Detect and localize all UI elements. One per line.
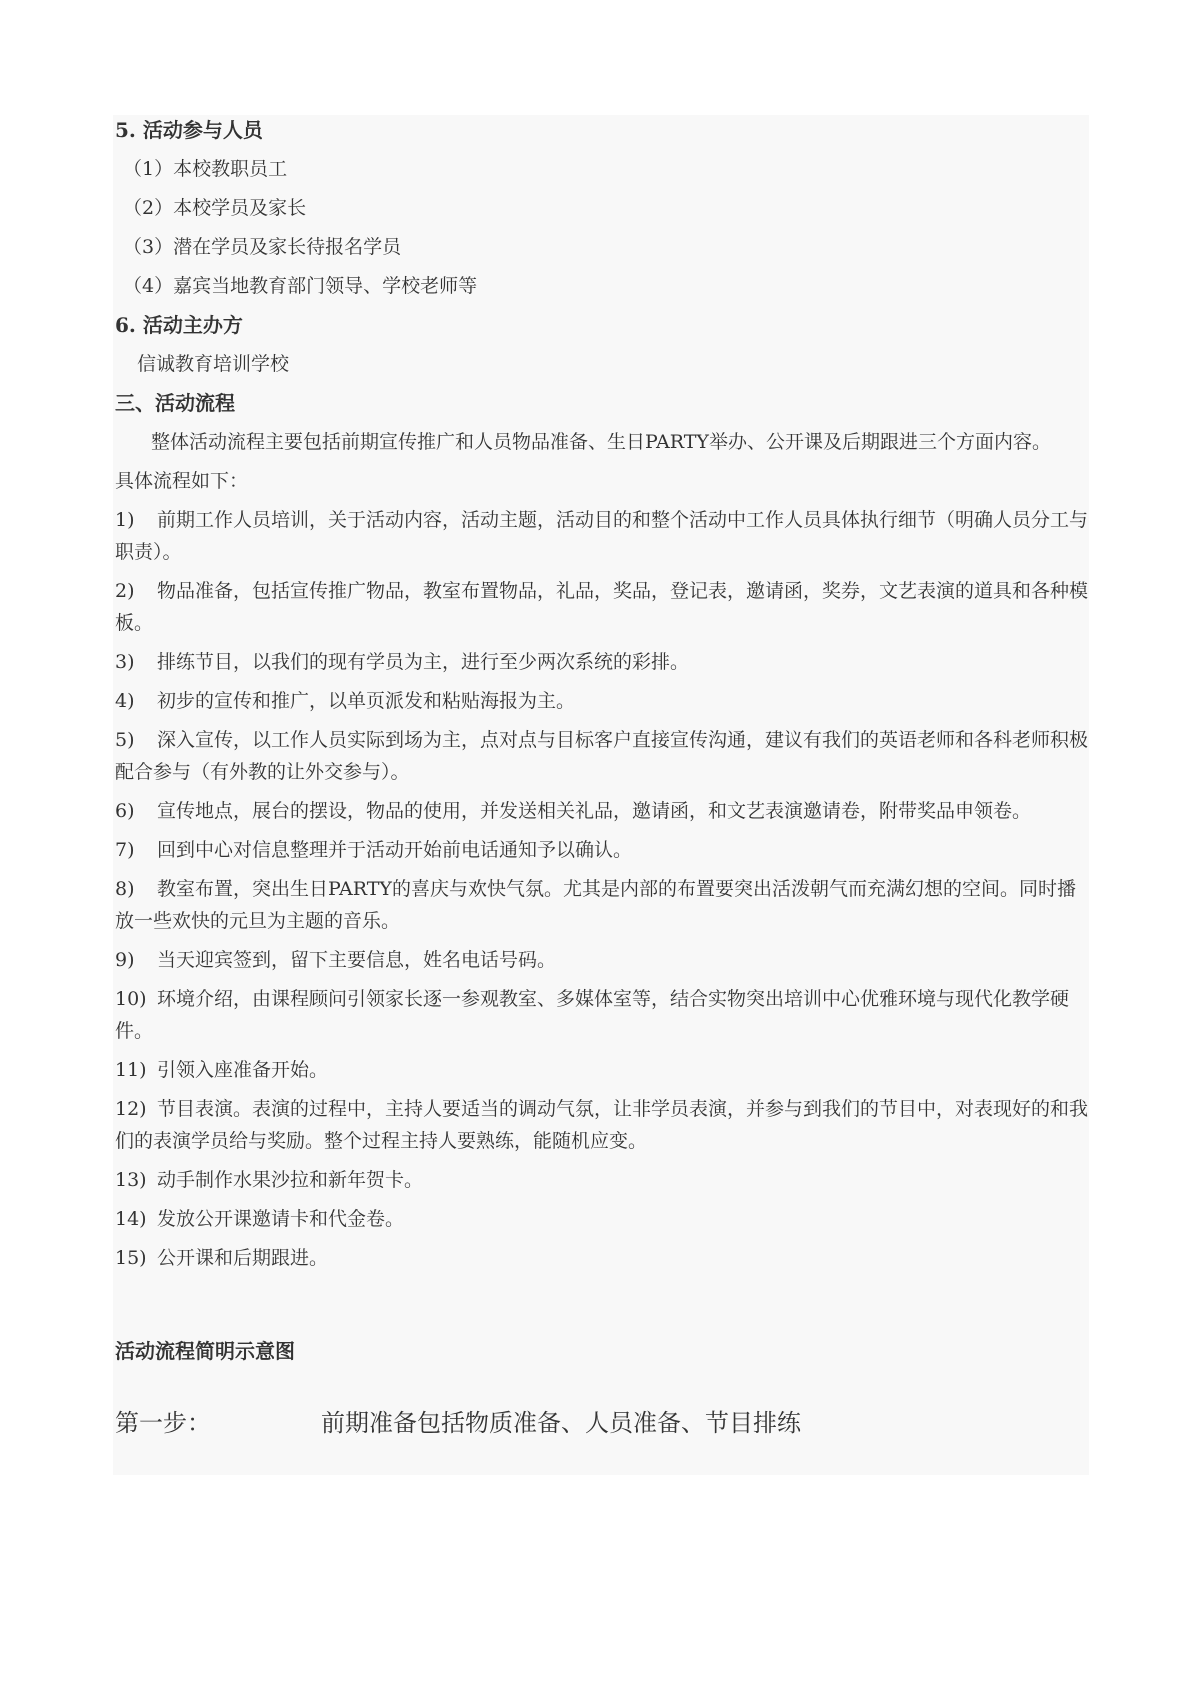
flow-heading: 三、活动流程 (115, 391, 235, 415)
flow-step-number: 14) (115, 1208, 147, 1230)
flow-step-item (115, 944, 1090, 976)
participant-item: （4）嘉宾当地教育部门领导、学校老师等 (123, 275, 478, 297)
participant-item: （1）本校教职员工 (123, 158, 288, 180)
flow-step-item (115, 1164, 1090, 1196)
diagram-step-1 (115, 1403, 1090, 1443)
flow-step-number: 2) (115, 580, 135, 602)
flow-step-item (115, 724, 1090, 788)
flow-step-number: 8) (115, 878, 135, 900)
flow-step-number: 13) (115, 1169, 147, 1191)
diagram-step-label: 第一步： (115, 1409, 211, 1437)
participant-item: （2）本校学员及家长 (123, 197, 307, 219)
flow-step-text: 当天迎宾签到，留下主要信息，姓名电话号码。 (157, 949, 557, 971)
flow-step-text: 教室布置，突出生日PARTY的喜庆与欢快气氛。尤其是内部的布置要突出活泼朝气而充满幻想的空间。同时播放一些欢快的元旦为主题的音乐。 (115, 878, 1076, 932)
diagram-title: 活动流程简明示意图 (115, 1339, 295, 1363)
flow-step-number: 11) (115, 1059, 147, 1081)
flow-step-number: 7) (115, 839, 135, 861)
flow-step-text: 节目表演。表演的过程中，主持人要适当的调动气氛，让非学员表演，并参与到我们的节目中，对表现好的和我们的表演学员给与奖励。整个过程主持人要熟练，能随机应变。 (115, 1098, 1089, 1152)
flow-step-item (115, 1242, 1090, 1274)
document-content (115, 114, 1090, 1443)
flow-step-item (115, 1203, 1090, 1235)
flow-step-item (115, 983, 1090, 1047)
flow-step-item (115, 646, 1090, 678)
organizer-name: 信诚教育培训学校 (137, 353, 290, 375)
flow-step-number: 6) (115, 800, 135, 822)
flow-step-text: 动手制作水果沙拉和新年贺卡。 (157, 1169, 424, 1191)
flow-step-number: 4) (115, 690, 135, 712)
flow-step-text: 引领入座准备开始。 (157, 1059, 329, 1081)
organizer-heading: 6. 活动主办方 (115, 313, 243, 337)
flow-intro (115, 426, 1090, 458)
flow-step-number: 12) (115, 1098, 147, 1120)
flow-step-text: 深入宣传，以工作人员实际到场为主，点对点与目标客户直接宣传沟通，建议有我们的英语老师和各科老师积极配合参与（有外教的让外交参与）。 (115, 729, 1089, 783)
flow-step-item (115, 834, 1090, 866)
flow-step-text: 环境介绍，由课程顾问引领家长逐一参观教室、多媒体室等，结合实物突出培训中心优雅环境与现代化教学硬件。 (115, 988, 1070, 1042)
flow-step-number: 1) (115, 509, 135, 531)
flow-step-item (115, 685, 1090, 717)
flow-step-item (115, 575, 1090, 639)
flow-step-number: 15) (115, 1247, 147, 1269)
flow-step-item (115, 1054, 1090, 1086)
flow-step-number: 9) (115, 949, 135, 971)
flow-step-text: 发放公开课邀请卡和代金卷。 (157, 1208, 405, 1230)
flow-step-number: 5) (115, 729, 135, 751)
flow-subheading: 具体流程如下： (115, 470, 249, 492)
flow-step-item (115, 795, 1090, 827)
spacer (115, 1281, 1090, 1321)
flow-intro-text: 整体活动流程主要包括前期宣传推广和人员物品准备、生日PARTY举办、公开课及后期跟进三个方面内容。 (151, 431, 1051, 453)
flow-step-text: 物品准备，包括宣传推广物品，教室布置物品，礼品，奖品，登记表，邀请函，奖券，文艺表演的道具和各种模板。 (115, 580, 1089, 634)
flow-step-text: 初步的宣传和推广，以单页派发和粘贴海报为主。 (157, 690, 576, 712)
flow-step-text: 回到中心对信息整理并于活动开始前电话通知予以确认。 (157, 839, 633, 861)
flow-step-number: 10) (115, 988, 147, 1010)
flow-step-item (115, 873, 1090, 937)
flow-step-text: 前期工作人员培训，关于活动内容，活动主题，活动目的和整个活动中工作人员具体执行细节（明确人员分工与职责）。 (115, 509, 1089, 563)
flow-step-text: 公开课和后期跟进。 (157, 1247, 329, 1269)
flow-step-text: 排练节目，以我们的现有学员为主，进行至少两次系统的彩排。 (157, 651, 690, 673)
flow-step-number: 3) (115, 651, 135, 673)
participant-item: （3）潜在学员及家长待报名学员 (123, 236, 402, 258)
flow-step-text: 宣传地点，展台的摆设，物品的使用，并发送相关礼品，邀请函，和文艺表演邀请卷，附带奖品申领卷。 (157, 800, 1032, 822)
participants-heading: 5. 活动参与人员 (115, 118, 263, 142)
diagram-step-text: 前期准备包括物质准备、人员准备、节目排练 (321, 1409, 801, 1437)
flow-steps-list (115, 504, 1090, 1274)
flow-step-item (115, 1093, 1090, 1157)
flow-step-item (115, 504, 1090, 568)
